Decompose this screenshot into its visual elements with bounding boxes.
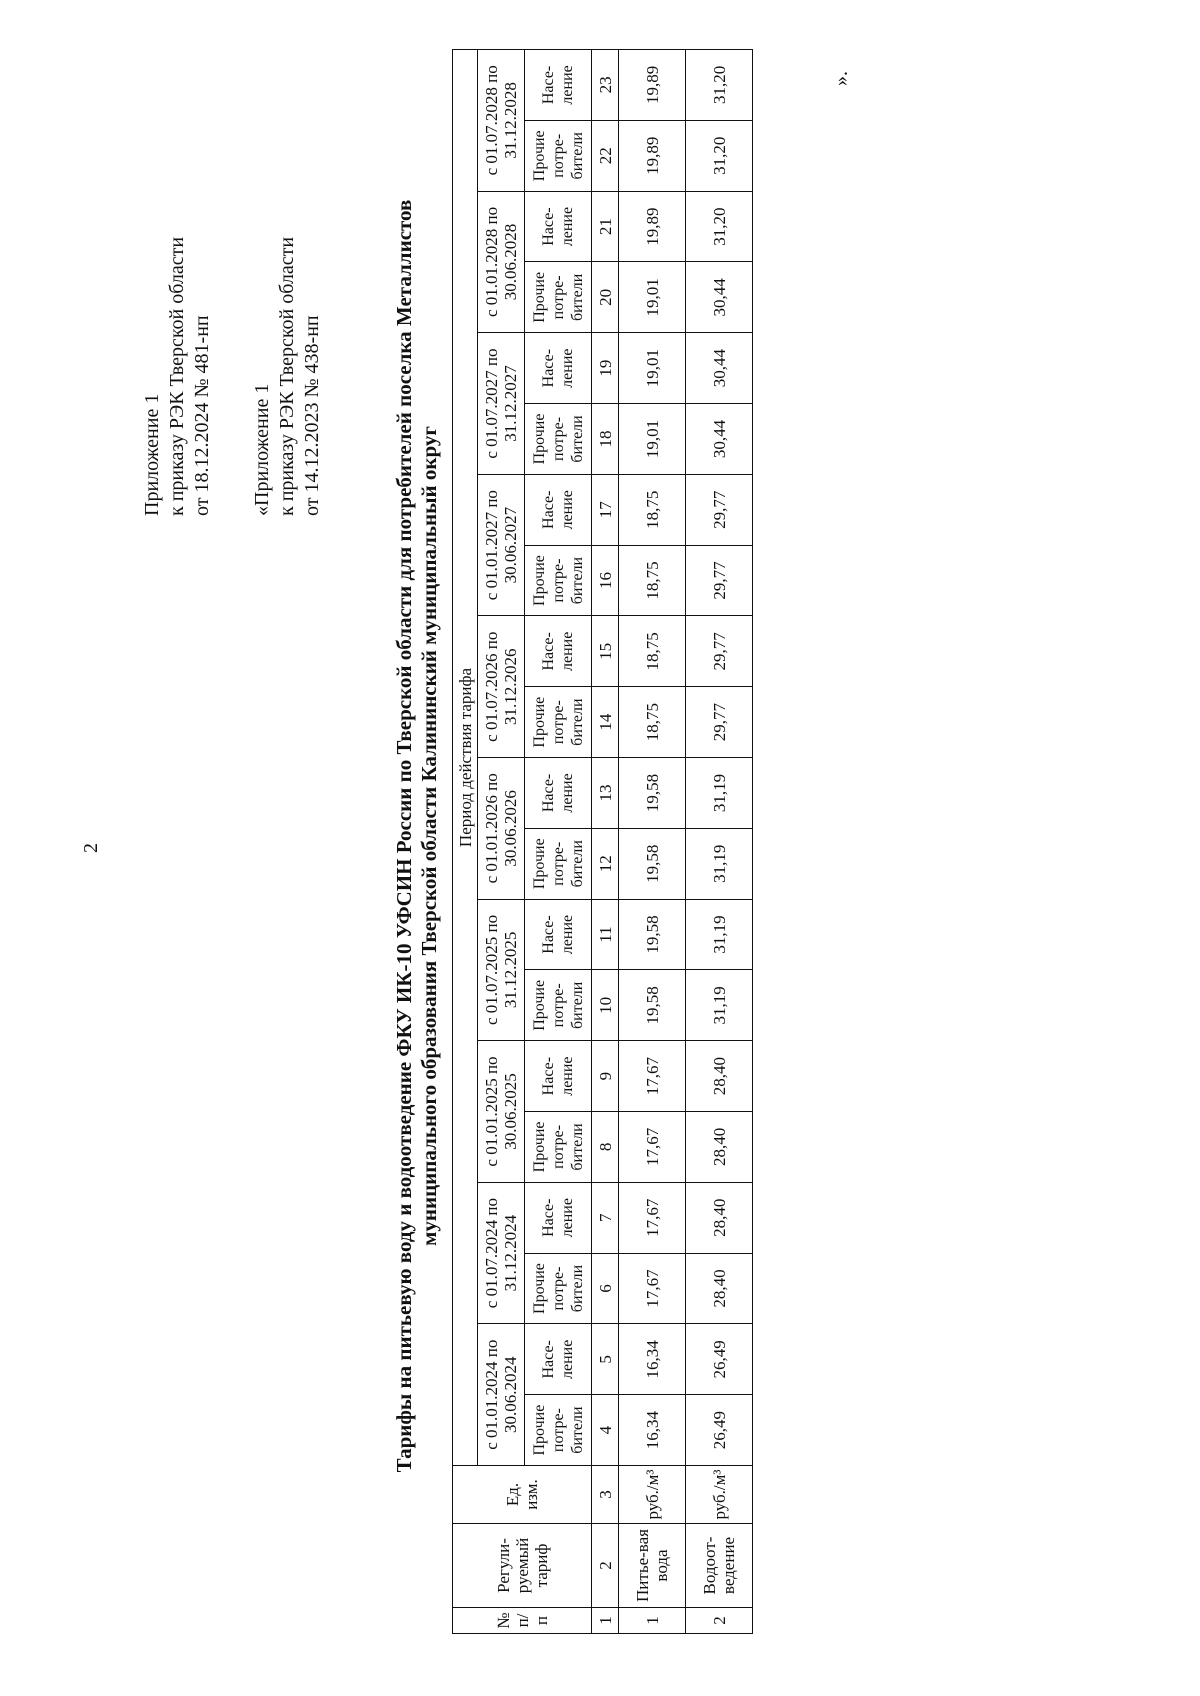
header-other-consumers: Прочие потре-бители <box>525 120 592 191</box>
tariff-value-cell: 26,49 <box>686 1395 753 1466</box>
header-population: Насе-ление <box>525 1041 592 1112</box>
column-number-8: 8 <box>592 1112 619 1183</box>
table-row-wastewater <box>686 49 753 1633</box>
header-period-6: с 01.07.2026 по 31.12.2026 <box>478 616 525 758</box>
tariff-value-cell: 18,75 <box>619 687 686 758</box>
tariff-value-cell: 29,77 <box>686 687 753 758</box>
appendix-current-line1: Приложение 1 <box>141 393 163 516</box>
column-number-4: 4 <box>592 1395 619 1466</box>
header-population: Насе-ление <box>525 191 592 262</box>
column-number-21: 21 <box>592 191 619 262</box>
header-row-consumer-groups <box>525 49 592 1633</box>
header-population: Насе-ление <box>525 758 592 829</box>
header-period-9: с 01.01.2028 по 30.06.2028 <box>478 191 525 333</box>
header-period-7: с 01.01.2027 по 30.06.2027 <box>478 474 525 616</box>
column-number-7: 7 <box>592 1182 619 1253</box>
tariff-value-cell: 19,01 <box>619 333 686 404</box>
appendix-current-reference <box>140 237 215 516</box>
appendix-previous-reference <box>250 237 325 516</box>
header-period-4: с 01.07.2025 по 31.12.2025 <box>478 899 525 1041</box>
tariff-value-cell: 19,89 <box>619 120 686 191</box>
column-number-row <box>592 49 619 1633</box>
header-other-consumers: Прочие потре-бители <box>525 404 592 475</box>
tariff-value-cell: 31,20 <box>686 49 753 120</box>
document-title-line1: Тарифы на питьевую воду и водоотведение ФКУ ИК-10 УФСИН России по Тверской области для потребителей поселка Металлистов <box>392 199 416 1473</box>
column-number-11: 11 <box>592 899 619 970</box>
header-other-consumers: Прочие потре-бители <box>525 687 592 758</box>
header-other-consumers: Прочие потре-бители <box>525 1253 592 1324</box>
appendix-previous-line3: от 14.12.2023 № 438-нп <box>301 315 323 516</box>
tariff-value-cell: 18,75 <box>619 545 686 616</box>
header-population: Насе-ление <box>525 49 592 120</box>
tariff-value-cell: 30,44 <box>686 404 753 475</box>
tariff-value-cell: 29,77 <box>686 616 753 687</box>
document-title-line2: муниципального образования Тверской области Калининский муниципальный округ <box>417 426 441 1246</box>
column-number-6: 6 <box>592 1253 619 1324</box>
tariff-value-cell: 19,58 <box>619 828 686 899</box>
tariff-value-cell: 17,67 <box>619 1041 686 1112</box>
column-number-2: 2 <box>592 1524 619 1608</box>
tariff-value-cell: 31,20 <box>686 191 753 262</box>
header-period-5: с 01.01.2026 по 30.06.2026 <box>478 758 525 900</box>
header-tariff-period: Период действия тарифа <box>453 49 478 1465</box>
header-other-consumers: Прочие потре-бители <box>525 1395 592 1466</box>
tariff-value-cell: 29,77 <box>686 474 753 545</box>
tariff-value-cell: 18,75 <box>619 616 686 687</box>
header-population: Насе-ление <box>525 899 592 970</box>
tariff-value-cell: 26,49 <box>686 1324 753 1395</box>
tariff-value-cell: 31,20 <box>686 120 753 191</box>
column-number-22: 22 <box>592 120 619 191</box>
header-unit: Ед. изм. <box>453 1466 592 1524</box>
column-number-3: 3 <box>592 1466 619 1524</box>
tariff-value-cell: 18,75 <box>619 474 686 545</box>
tariff-value-cell: 17,67 <box>619 1112 686 1183</box>
header-period-3: с 01.01.2025 по 30.06.2025 <box>478 1041 525 1183</box>
column-number-19: 19 <box>592 333 619 404</box>
tariff-value-cell: 19,89 <box>619 191 686 262</box>
header-period-2: с 01.07.2024 по 31.12.2024 <box>478 1182 525 1324</box>
tariff-value-cell: 19,58 <box>619 758 686 829</box>
tariff-value-cell: 28,40 <box>686 1112 753 1183</box>
column-number-17: 17 <box>592 474 619 545</box>
column-number-14: 14 <box>592 687 619 758</box>
header-regulated-tariff: Регули-руемый тариф <box>453 1524 592 1608</box>
column-number-16: 16 <box>592 545 619 616</box>
appendix-previous-line1: «Приложение 1 <box>251 383 273 516</box>
tariff-name-cell: Питье-вая вода <box>619 1524 686 1608</box>
header-row-period <box>453 49 478 1633</box>
tariff-value-cell: 19,58 <box>619 899 686 970</box>
tariff-value-cell: 28,40 <box>686 1041 753 1112</box>
document-title <box>392 96 442 1576</box>
column-number-13: 13 <box>592 758 619 829</box>
header-population: Насе-ление <box>525 616 592 687</box>
appendix-current-line3: от 18.12.2024 № 481-нп <box>191 315 213 516</box>
column-number-9: 9 <box>592 1041 619 1112</box>
header-population: Насе-ление <box>525 474 592 545</box>
tariff-value-cell: 19,89 <box>619 49 686 120</box>
unit-cell: руб./м³ <box>619 1466 686 1524</box>
column-number-10: 10 <box>592 970 619 1041</box>
header-other-consumers: Прочие потре-бители <box>525 828 592 899</box>
tariff-value-cell: 30,44 <box>686 333 753 404</box>
row-number-cell: 2 <box>686 1608 753 1634</box>
tariff-value-cell: 16,34 <box>619 1324 686 1395</box>
appendix-previous-line2: к приказу РЭК Тверской области <box>276 236 298 516</box>
closing-quote-mark: ». <box>830 71 852 86</box>
column-number-12: 12 <box>592 828 619 899</box>
tariff-value-cell: 31,19 <box>686 828 753 899</box>
tariff-value-cell: 16,34 <box>619 1395 686 1466</box>
row-number-cell: 1 <box>619 1608 686 1634</box>
tariff-value-cell: 28,40 <box>686 1182 753 1253</box>
tariff-table <box>452 49 753 1634</box>
column-number-15: 15 <box>592 616 619 687</box>
column-number-1: 1 <box>592 1608 619 1634</box>
tariff-value-cell: 19,01 <box>619 262 686 333</box>
header-other-consumers: Прочие потре-бители <box>525 970 592 1041</box>
appendix-current-line2: к приказу РЭК Тверской области <box>166 236 188 516</box>
tariff-value-cell: 31,19 <box>686 899 753 970</box>
column-number-23: 23 <box>592 49 619 120</box>
tariff-value-cell: 17,67 <box>619 1253 686 1324</box>
header-row-number: № п/п <box>453 1608 592 1634</box>
tariff-value-cell: 28,40 <box>686 1253 753 1324</box>
unit-cell: руб./м³ <box>686 1466 753 1524</box>
header-row-dates <box>478 49 525 1633</box>
tariff-value-cell: 31,19 <box>686 970 753 1041</box>
page-number: 2 <box>80 843 102 853</box>
tariff-value-cell: 31,19 <box>686 758 753 829</box>
column-number-20: 20 <box>592 262 619 333</box>
header-period-8: с 01.07.2027 по 31.12.2027 <box>478 333 525 475</box>
header-population: Насе-ление <box>525 1182 592 1253</box>
column-number-5: 5 <box>592 1324 619 1395</box>
tariff-value-cell: 30,44 <box>686 262 753 333</box>
header-population: Насе-ление <box>525 333 592 404</box>
header-period-1: с 01.01.2024 по 30.06.2024 <box>478 1324 525 1466</box>
tariff-value-cell: 19,58 <box>619 970 686 1041</box>
header-period-10: с 01.07.2028 по 31.12.2028 <box>478 49 525 191</box>
tariff-value-cell: 19,01 <box>619 404 686 475</box>
tariff-name-cell: Водоот-ведение <box>686 1524 753 1608</box>
tariff-value-cell: 29,77 <box>686 545 753 616</box>
tariff-value-cell: 17,67 <box>619 1182 686 1253</box>
header-other-consumers: Прочие потре-бители <box>525 545 592 616</box>
table-row-drinking-water <box>619 49 686 1633</box>
header-other-consumers: Прочие потре-бители <box>525 1112 592 1183</box>
header-other-consumers: Прочие потре-бители <box>525 262 592 333</box>
header-population: Насе-ление <box>525 1324 592 1395</box>
column-number-18: 18 <box>592 404 619 475</box>
